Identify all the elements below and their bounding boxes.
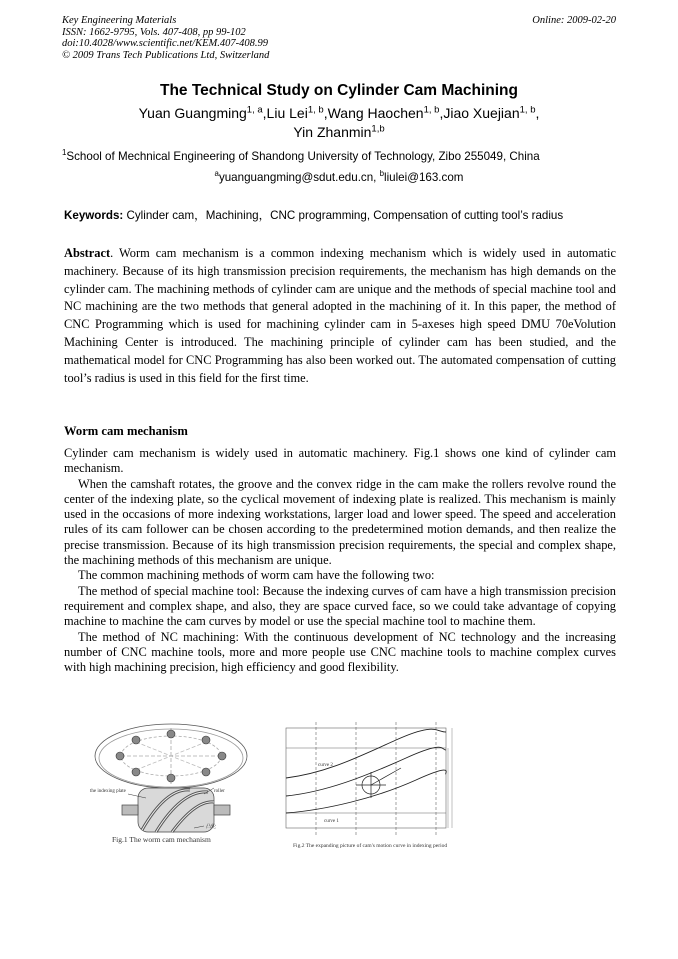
author-list bbox=[62, 104, 616, 142]
label-roller: roller bbox=[214, 789, 225, 794]
roller-circle bbox=[356, 768, 401, 798]
paper-title: The Technical Study on Cylinder Cam Machining bbox=[160, 82, 518, 99]
author-separator: , bbox=[535, 105, 540, 121]
author-name: Yin Zhanmin bbox=[293, 124, 372, 140]
author-name: ,Wang Haochen bbox=[323, 105, 424, 121]
author-affil-mark: 1,b bbox=[371, 123, 385, 135]
author-affil-mark: 1, b bbox=[307, 104, 324, 116]
keywords-text: Cylinder cam，Machining，CNC programming, Compensation of cutting tool’s radius bbox=[123, 209, 564, 222]
abstract-label: Abstract bbox=[64, 246, 111, 260]
label-cam: 凸轮 bbox=[206, 825, 217, 830]
section-body bbox=[64, 446, 616, 675]
author-affil-mark: 1, b bbox=[519, 104, 536, 116]
copyright-line: © 2009 Trans Tech Publications Ltd, Switzerland bbox=[62, 49, 270, 61]
frame-and-grid bbox=[286, 722, 452, 836]
label-indexing-plate: the indexing plate bbox=[90, 789, 126, 794]
author-affil-mark: 1, a bbox=[246, 104, 263, 116]
keywords bbox=[64, 207, 616, 223]
paragraph: The method of special machine tool: Because the indexing curves of cam have a high transmission precision requirement and complex shape, and also, they are space curved face, so we could take advantage of copying machine to machine the cam curves by model or use the special machine tool to machine them. bbox=[64, 583, 616, 629]
author-line-2 bbox=[62, 123, 616, 142]
email-link[interactable]: liulei@163.com bbox=[384, 171, 464, 184]
affiliation-mark: 1 bbox=[62, 148, 67, 158]
issn-line: ISSN: 1662-9795, Vols. 407-408, pp 99-102 bbox=[62, 26, 246, 38]
online-date: Online: 2009-02-20 bbox=[532, 15, 616, 26]
author-emails bbox=[62, 171, 616, 184]
cam-curves bbox=[286, 729, 446, 813]
keywords-label: Keywords: bbox=[64, 209, 124, 222]
figure-2-caption: Fig.2 The expanding picture of cam's motion curve in indexing period bbox=[293, 843, 448, 849]
doi-line: doi:10.4028/www.scientific.net/KEM.407-408.99 bbox=[62, 38, 268, 50]
affiliation bbox=[62, 150, 616, 163]
author-line-1 bbox=[62, 104, 616, 123]
figure-1-caption: Fig.1 The worm cam mechanism bbox=[112, 835, 211, 844]
affiliation-text: School of Mechnical Engineering of Shandong University of Technology, Zibo 255049, China bbox=[66, 150, 540, 163]
email-mark: a bbox=[214, 169, 219, 179]
section-heading: Worm cam mechanism bbox=[64, 424, 188, 438]
email-mark: b bbox=[379, 169, 384, 179]
abstract bbox=[64, 245, 616, 387]
abstract-text: . Worm cam mechanism is a common indexing mechanism which is widely used in automatic machinery. Because of its high transmission precision requirements, the mechanism has high demands on the cylinder cam. The machining methods of cylinder cam are unique and the methods of special machine tool and NC machining are the two methods that general adopted in the machining of it. In this paper, the method of CNC Programming which is used for machining cylinder cam in 5-axeses high speed DMU 70eVolution Machining Center is introduced. The machining principle of cylinder cam has been studied, and the mathematical model for CNC Programming has also been worked out. The automated compensation of cutting tool’s radius is used in this field for the first time. bbox=[64, 246, 616, 385]
running-header bbox=[62, 15, 616, 61]
author-name: Yuan Guangming bbox=[138, 105, 247, 121]
label-curve-1: curve 1 bbox=[324, 819, 339, 824]
author-name: ,Liu Lei bbox=[262, 105, 308, 121]
cam-motion-curve-figure bbox=[276, 718, 466, 858]
paragraph: Cylinder cam mechanism is widely used in automatic machinery. Fig.1 shows one kind of cylinder cam mechanism. bbox=[64, 446, 616, 476]
label-curve-2: curve 2 bbox=[318, 763, 333, 768]
paragraph: The method of NC machining: With the continuous development of NC technology and the increasing number of CNC machine tools, more and more people use CNC machine tools to machine complex curves with high machining precision, high efficiency and good flexibility. bbox=[64, 629, 616, 675]
author-name: ,Jiao Xuejian bbox=[439, 105, 520, 121]
email-link[interactable]: yuanguangming@sdut.edu.cn, bbox=[218, 171, 380, 184]
journal-name: Key Engineering Materials bbox=[62, 15, 177, 26]
paragraph: The common machining methods of worm cam have the following two: bbox=[78, 568, 435, 583]
author-affil-mark: 1, b bbox=[423, 104, 440, 116]
paragraph: When the camshaft rotates, the groove and the convex ridge in the cam make the rollers revolve round the center of the indexing plate, so the cyclical movement of indexing plate is realized. This mechanism is mainly used in the occasions of more indexing workstations, larger load and lower speed. The speed and acceleration rules of its cam follower can be chosen according to the predetermined motion demands, and then realize the precise transmission. Because of its high transmission precision requirements, the special and complex shape, the machining methods of this mechanism are unique. bbox=[64, 476, 616, 568]
